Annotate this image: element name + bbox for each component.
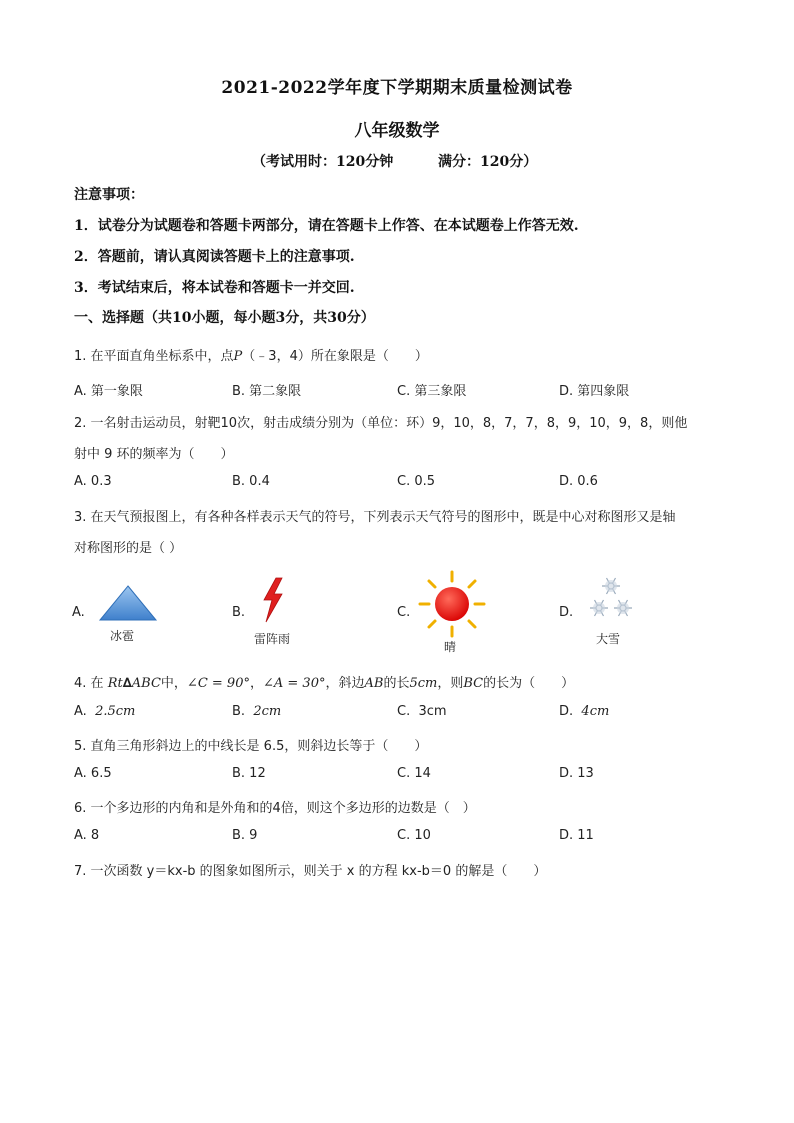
exam-title: 2021-2022学年度下学期期末质量检测试卷 <box>221 78 573 98</box>
question-6-stem: 6. 一个多边形的内角和是外角和的4倍，则这个多边形的边数是（ ） <box>74 801 476 816</box>
question-2-stem-line1: 2. 一名射击运动员，射靶10次，射击成绩分别为（单位：环）9，10，8，7，7，8，9，10，9，8，则他 <box>74 416 688 431</box>
q4-option-b-label: B. <box>232 704 246 719</box>
q4-option-a-label: A. <box>74 704 87 719</box>
q5-option-d: D. 13 <box>559 766 594 781</box>
q4-option-c-value: 3cm <box>418 704 447 719</box>
notice-item-1: 1．试卷分为试题卷和答题卡两部分，请在答题卡上作答、在本试题卷上作答无效. <box>74 218 579 234</box>
thunderstorm-caption: 雷阵雨 <box>254 632 291 646</box>
q5-option-b: B. 12 <box>232 766 266 781</box>
q5-option-a: A. 6.5 <box>74 766 112 781</box>
exam-score: 满分：120分） <box>438 154 538 170</box>
sunny-sun-icon <box>418 570 486 638</box>
q4-angle-c: ∠C = 90° <box>186 676 250 691</box>
q6-option-c: C. 10 <box>397 828 431 843</box>
question-3-stem-line2: 对称图形的是（ ） <box>74 541 183 556</box>
hail-triangle-icon <box>98 584 158 624</box>
exam-subtitle: 八年级数学 <box>354 121 440 141</box>
q4-option-d-value: 4cm <box>581 704 610 719</box>
q4-triangle-name: ABC <box>131 676 161 691</box>
question-7-stem: 7. 一次函数 y＝kx-b 的图象如图所示，则关于 x 的方程 kx-b＝0 的解是（ ） <box>74 864 547 879</box>
q1-option-b: B. 第二象限 <box>232 384 302 399</box>
exam-time: （考试用时：120分钟 <box>252 154 394 170</box>
q1-option-d: D. 第四象限 <box>559 384 630 399</box>
q2-option-d: D. 0.6 <box>559 474 598 489</box>
q4-rt: Rt <box>107 676 123 691</box>
q4-text-d: 的长 <box>383 676 410 691</box>
q2-option-b: B. 0.4 <box>232 474 270 489</box>
q5-option-c: C. 14 <box>397 766 431 781</box>
q4-option-b <box>232 704 281 719</box>
point-p: P <box>233 349 243 364</box>
q4-option-d-label: D. <box>559 704 574 719</box>
q4-option-b-value: 2cm <box>253 704 282 719</box>
notice-item-2: 2．答题前，请认真阅读答题卡上的注意事项. <box>74 249 355 265</box>
q4-option-d <box>559 704 609 719</box>
q4-text-b: 中， <box>160 676 187 691</box>
q1-option-a: A. 第一象限 <box>74 384 143 399</box>
q4-angle-a: ∠A = 30° <box>262 676 326 691</box>
q3-option-c: C. <box>397 605 411 620</box>
q4-length: 5cm <box>409 676 438 691</box>
q4-triangle-symbol: ∆ <box>122 676 132 691</box>
question-3-stem-line1: 3. 在天气预报图上，有各种各样表示天气的符号，下列表示天气符号的图形中，既是中心对称图形又是轴 <box>74 510 676 525</box>
q4-ab: AB <box>364 676 384 691</box>
question-5-stem: 5. 直角三角形斜边上的中线长是 6.5，则斜边长等于（ ） <box>74 739 428 754</box>
q2-option-c: C. 0.5 <box>397 474 436 489</box>
q1-option-c: C. 第三象限 <box>397 384 467 399</box>
q6-option-a: A. 8 <box>74 828 100 843</box>
q4-text-a: 4. 在 <box>74 676 104 691</box>
q3-option-b: B. <box>232 605 246 620</box>
notice-heading: 注意事项： <box>74 187 144 203</box>
hail-caption: 冰雹 <box>110 629 135 643</box>
q4-option-c <box>397 704 447 719</box>
q6-option-b: B. 9 <box>232 828 258 843</box>
question-4-stem <box>74 672 574 691</box>
thunderstorm-lightning-icon <box>258 576 288 624</box>
q4-bc: BC <box>463 676 484 691</box>
question-2-stem-line2: 射中 9 环的频率为（ ） <box>74 447 234 462</box>
notice-item-3: 3．考试结束后，将本试卷和答题卡一并交回. <box>74 280 355 296</box>
q4-option-c-label: C. <box>397 704 411 719</box>
section-heading: 一、选择题（共10小题，每小题3分，共30分） <box>74 310 375 326</box>
heavy-snow-icon <box>586 574 636 624</box>
q4-option-a <box>74 704 135 719</box>
q2-option-a: A. 0.3 <box>74 474 112 489</box>
sunny-caption: 晴 <box>444 640 457 654</box>
q4-text-c: ，斜边 <box>325 676 365 691</box>
q3-option-d: D. <box>559 605 574 620</box>
q6-option-d: D. 11 <box>559 828 594 843</box>
question-1-text-b: （﹣3，4）所在象限是（ ） <box>242 349 428 364</box>
heavy-snow-caption: 大雪 <box>596 632 621 646</box>
q4-text-f: 的长为（ ） <box>483 676 575 691</box>
question-1-text-a: 1. 在平面直角坐标系中，点 <box>74 349 234 364</box>
q4-comma: ， <box>249 676 263 691</box>
q4-option-a-value: 2.5cm <box>95 704 136 719</box>
question-1-stem <box>74 345 428 364</box>
q3-option-a: A. <box>72 605 85 620</box>
q4-text-e: ，则 <box>437 676 464 691</box>
